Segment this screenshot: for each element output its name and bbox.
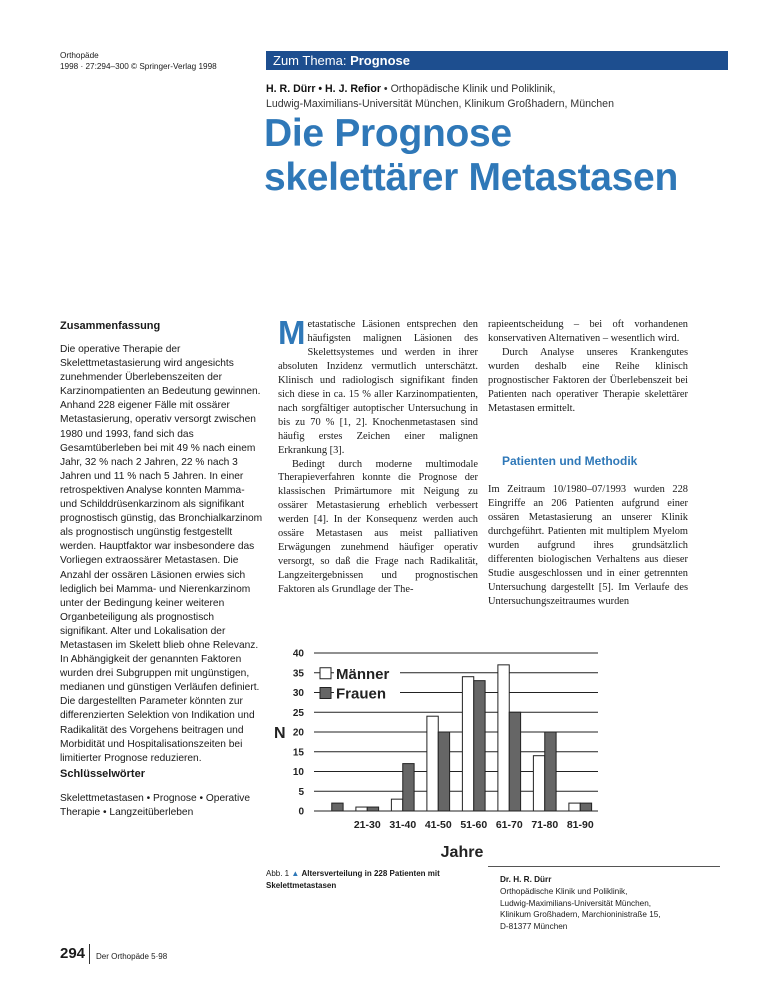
drop-cap: M [278, 314, 306, 351]
journal-footer: Der Orthopäde 5·98 [96, 952, 168, 961]
topic-banner [266, 51, 728, 70]
affiliation-line-1: • Orthopädische Klinik und Poliklinik, [380, 83, 556, 95]
y-tick-label: 25 [292, 707, 304, 719]
summary-text: Die operative Therapie der Skelettmetastasierung wird angesichts zunehmender Überlebenszeiten der Karzinompatienten an Bedeutung gewinnen. Anhand 228 eigener Fälle mit ossärer Metastasierung, operativ versorgt zwischen 1980 und 1993, fand sich das Gesamtüberleben bei mit 49 % nach einem Jahr, 32 % nach 2 Jahren, 22 % nach 3 Jahren und 11 % nach 5 Jahren. In einer retrospektiven Analyse konnten Mamma- und Schilddrüsenkarzinom als signifikant prognostisch günstig, das Bronchialkarzinom als prognostisch ungünstig festgestellt werden. Hauptfaktor war insbesondere das Vorliegen extraossärer Metastasen. Die Anzahl der ossären Läsionen erwies sich lediglich bei Mamma- und Nierenkarzinom unter der Bedingung keiner weiteren Organbeteiligung als prognostisch signifikant. Alter und Lokalisation der Metastasen im Skelett blieb ohne Relevanz. In Abhängigkeit der genannten Faktoren wurden drei Subgruppen mit ungünstigen, medianen und günstigen Verläufen definiert. Die dargestellten Parameter könnten zur differenzierten Selektion von Indikation und Radikalität des Vorgehens beitragen und Morbidität und Hospitalisationszeiten bei limitierter Prognose reduzieren. [60, 344, 263, 764]
bar-frauen [545, 732, 556, 811]
y-axis-label: N [274, 725, 286, 742]
y-tick-label: 35 [292, 668, 304, 680]
page-number: 294 [60, 945, 86, 962]
correspondence-name: Dr. H. R. Dürr [500, 875, 552, 884]
x-axis-label: Jahre [440, 844, 484, 861]
bar-maenner [498, 665, 509, 811]
affiliation-line-2: Ludwig-Maximilians-Universität München, Klinikum Großhadern, München [266, 98, 614, 110]
bar-frauen [474, 681, 485, 811]
x-tick-label: 71-80 [531, 819, 559, 831]
figure-caption [266, 868, 486, 891]
legend-label: Männer [336, 665, 390, 683]
y-tick-label: 40 [292, 648, 304, 660]
section-heading: Patienten und Methodik [502, 454, 638, 468]
x-tick-label: 41-50 [424, 819, 452, 831]
bar-frauen [509, 712, 520, 811]
bar-maenner [427, 716, 438, 811]
y-tick-label: 15 [292, 747, 304, 759]
bar-frauen [580, 803, 591, 811]
bar-maenner [391, 799, 402, 811]
divider [488, 866, 720, 867]
caption-prefix: Abb. 1 [266, 869, 292, 878]
body-column-1 [278, 314, 478, 597]
y-tick-label: 30 [292, 688, 304, 699]
body-paragraph-4: Durch Analyse unseres Krankengutes wurden deshalb eine Reihe klinisch prognostischer Faktoren der Überlebenszeit bei Patienten nach operativer Therapie skelettärer Metastasen ermittelt. [488, 346, 688, 414]
body-paragraph-1: etastatische Läsionen entsprechen den häufigsten malignen Läsionen des Skelettsystemes und werden in ihrer absoluten Inzidenz vermutlich unterschätzt. Klinisch und radiologisch signifikant finden sich diese in ca. 15 % aller Karzinompatienten, nach sorgfältiger autoptischer Untersuchung in bis zu 70 % [1, 2]. Knochenmetastasen sind häufig erstes Zeichen einer malignen Erkrankung [3]. [278, 319, 478, 456]
body-paragraph-5: Im Zeitraum 10/1980–07/1993 wurden 228 Eingriffe an 206 Patienten aufgrund einer ossären Metastasierung an unserer Klinik durchgeführt. Patienten mit multiplem Myelom wurden aufgrund ihres grundsätzlich differenten biologischen Verhaltens aus dieser Studie ausgeschlossen und in einer getrennten Untersuchung dargestellt [5]. Im Verlaufe des Untersuchungszeitraumes wurden [488, 484, 688, 607]
title-line-1: Die Prognose [264, 112, 512, 155]
author-block [266, 82, 736, 112]
bar-frauen [403, 764, 414, 811]
y-tick-label: 0 [298, 806, 304, 818]
topic-label: Prognose [350, 53, 411, 68]
citation-block [60, 50, 217, 72]
body-paragraph-3: rapieentscheidung – bei oft vorhandenen konservativen Alternativen – wesentlich wird. [488, 319, 688, 344]
bar-frauen [367, 807, 378, 811]
title-line-2: skelettärer Metastasen [264, 156, 678, 199]
legend-label: Frauen [336, 685, 387, 703]
bar-maenner [569, 803, 580, 811]
x-tick-label: 51-60 [460, 819, 488, 831]
address-line-4: D-81377 München [500, 922, 568, 932]
address-line-1: Orthopädische Klinik und Poliklinik, [500, 886, 628, 896]
body-column-2 [488, 318, 688, 416]
bar-maenner [356, 807, 367, 811]
legend-swatch [320, 688, 331, 699]
age-distribution-chart [272, 645, 602, 863]
article-title [264, 112, 744, 200]
keywords-heading: Schlüsselwörter [60, 768, 145, 780]
address-line-3: Klinikum Großhadern, Marchioninistraße 15, [500, 910, 661, 920]
y-tick-label: 5 [298, 786, 304, 798]
x-tick-label: 81-90 [566, 819, 594, 831]
topic-prefix: Zum Thema: [273, 53, 351, 68]
journal-name: Orthopäde [60, 51, 99, 60]
bar-maenner [462, 677, 473, 811]
y-tick-label: 10 [292, 767, 304, 778]
y-tick-label: 20 [292, 727, 304, 739]
legend-swatch [320, 668, 331, 679]
body-column-2b [488, 483, 688, 609]
x-tick-label: 21-30 [353, 819, 381, 831]
bar-maenner [533, 756, 544, 811]
correspondence-address [500, 874, 728, 933]
citation-line: 1998 · 27:294–300 © Springer-Verlag 1998 [60, 62, 217, 71]
body-paragraph-2: Bedingt durch moderne multimodale Therapieverfahren konnte die Prognose der klassischen Primärtumore mit Neigung zu ossärer Metastasierung erheblich verbessert werden [4]. In der Konsequenz werden auch ossäre Metastasen aus meist palliativen Erwägungen zunehmend häufiger operativ versorgt, so daß die Frage nach Radikalität, Langzeitergebnissen und prognostischen Faktoren als Grundlage der The- [278, 458, 478, 596]
bar-frauen [332, 803, 343, 811]
bar-frauen [438, 732, 449, 811]
summary-heading: Zusammenfassung [60, 320, 161, 332]
keywords-text: Skelettmetastasen • Prognose • Operative Therapie • Langzeitüberleben [60, 793, 251, 819]
author-names: H. R. Dürr • H. J. Refior [266, 83, 381, 95]
caption-text: Altersverteilung in 228 Patienten mit Skelettmetastasen [266, 869, 440, 890]
caption-triangle-icon: ▲ [291, 869, 300, 878]
x-tick-label: 31-40 [389, 819, 417, 831]
x-tick-label: 61-70 [495, 819, 523, 831]
page-number-divider [89, 944, 90, 964]
address-line-2: Ludwig-Maximilians-Universität München, [500, 898, 652, 908]
